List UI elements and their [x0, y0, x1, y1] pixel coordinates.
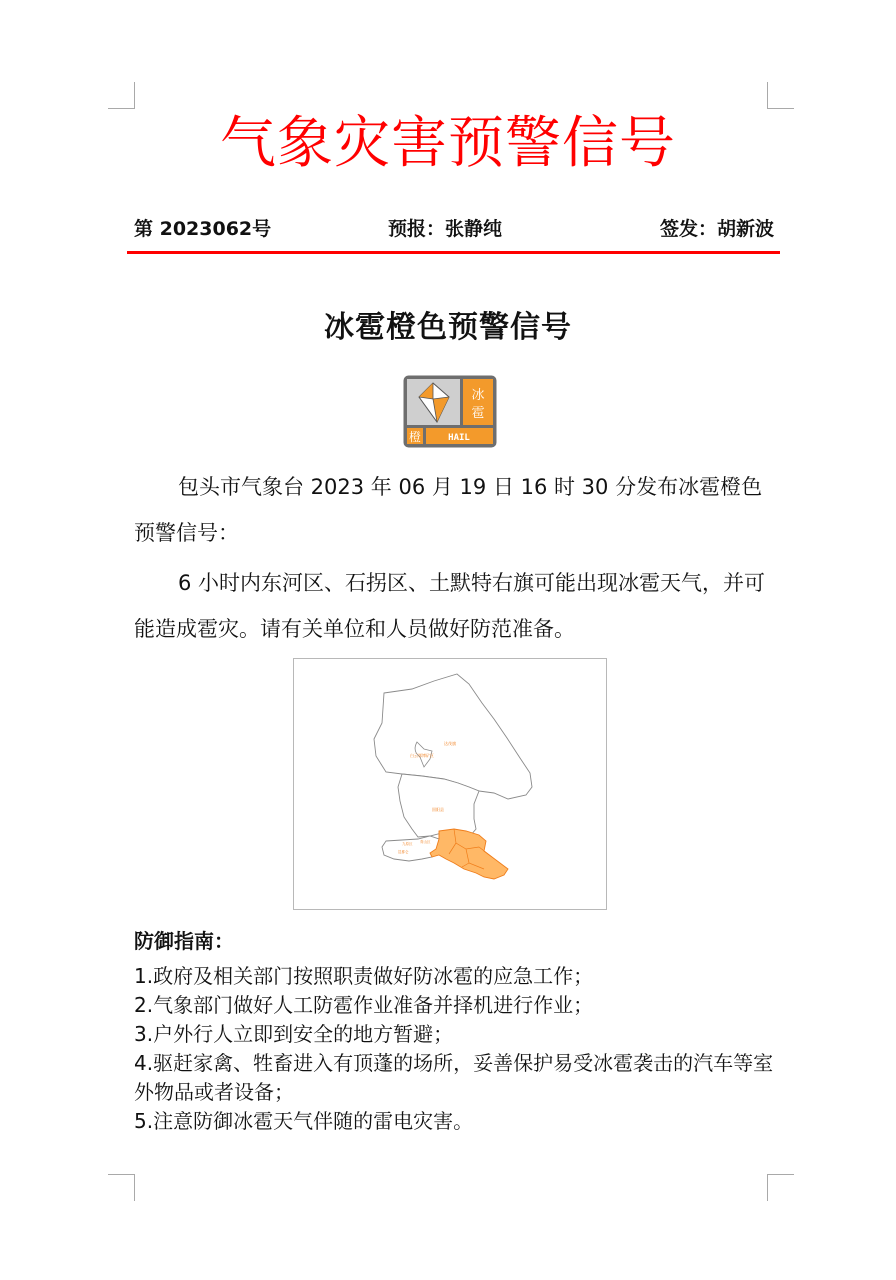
- document-title: 气象灾害预警信号: [220, 111, 676, 176]
- svg-text:雹: 雹: [471, 406, 485, 421]
- header-divider: [127, 251, 780, 254]
- svg-text:白云鄂博矿区: 白云鄂博矿区: [410, 753, 434, 758]
- svg-text:达茂旗: 达茂旗: [444, 741, 456, 746]
- page-corner-mark-bottom-left: [108, 1174, 135, 1201]
- page-corner-mark-top-right: [767, 82, 794, 109]
- issue-number: 第 2023062号: [134, 218, 272, 240]
- svg-text:冰: 冰: [471, 388, 485, 403]
- defense-guide-title: 防御指南：: [134, 929, 234, 953]
- warning-issue-paragraph: 包头市气象台 2023 年 06 月 19 日 16 时 30 分发布冰雹橙色预警信号：: [134, 475, 763, 545]
- svg-text:昆都仑: 昆都仑: [398, 850, 409, 854]
- svg-text:HAIL: HAIL: [448, 433, 470, 443]
- guide-item: 2.气象部门做好人工防雹作业准备并择机进行作业；: [134, 993, 594, 1017]
- document-meta-row: [134, 214, 774, 242]
- page-corner-mark-top-left: [108, 82, 135, 109]
- svg-text:橙: 橙: [408, 430, 422, 444]
- svg-text:青山区: 青山区: [420, 840, 431, 844]
- issuer: 签发：胡新波: [659, 218, 774, 240]
- hail-orange-signal-icon: [403, 375, 497, 448]
- guide-item: 5.注意防御冰雹天气伴随的雷电灾害。: [134, 1109, 474, 1133]
- svg-text:九原区: 九原区: [402, 842, 413, 846]
- signal-title: 冰雹橙色预警信号: [324, 310, 572, 345]
- page-corner-mark-bottom-right: [767, 1174, 794, 1201]
- warning-area-map: [293, 658, 607, 910]
- guide-item: 1.政府及相关部门按照职责做好防冰雹的应急工作；: [134, 964, 594, 988]
- forecaster: 预报：张静纯: [388, 218, 503, 240]
- guide-item: 4.驱赶家禽、牲畜进入有顶蓬的场所，妥善保护易受冰雹袭击的汽车等室外物品或者设备；: [134, 1051, 774, 1104]
- defense-guide-list: [134, 962, 774, 1136]
- guide-item: 3.户外行人立即到安全的地方暂避；: [134, 1022, 454, 1046]
- svg-text:固阳县: 固阳县: [432, 807, 444, 812]
- warning-detail-paragraph: 6 小时内东河区、石拐区、土默特右旗可能出现冰雹天气，并可能造成雹灾。请有关单位和人员做好防范准备。: [134, 571, 766, 641]
